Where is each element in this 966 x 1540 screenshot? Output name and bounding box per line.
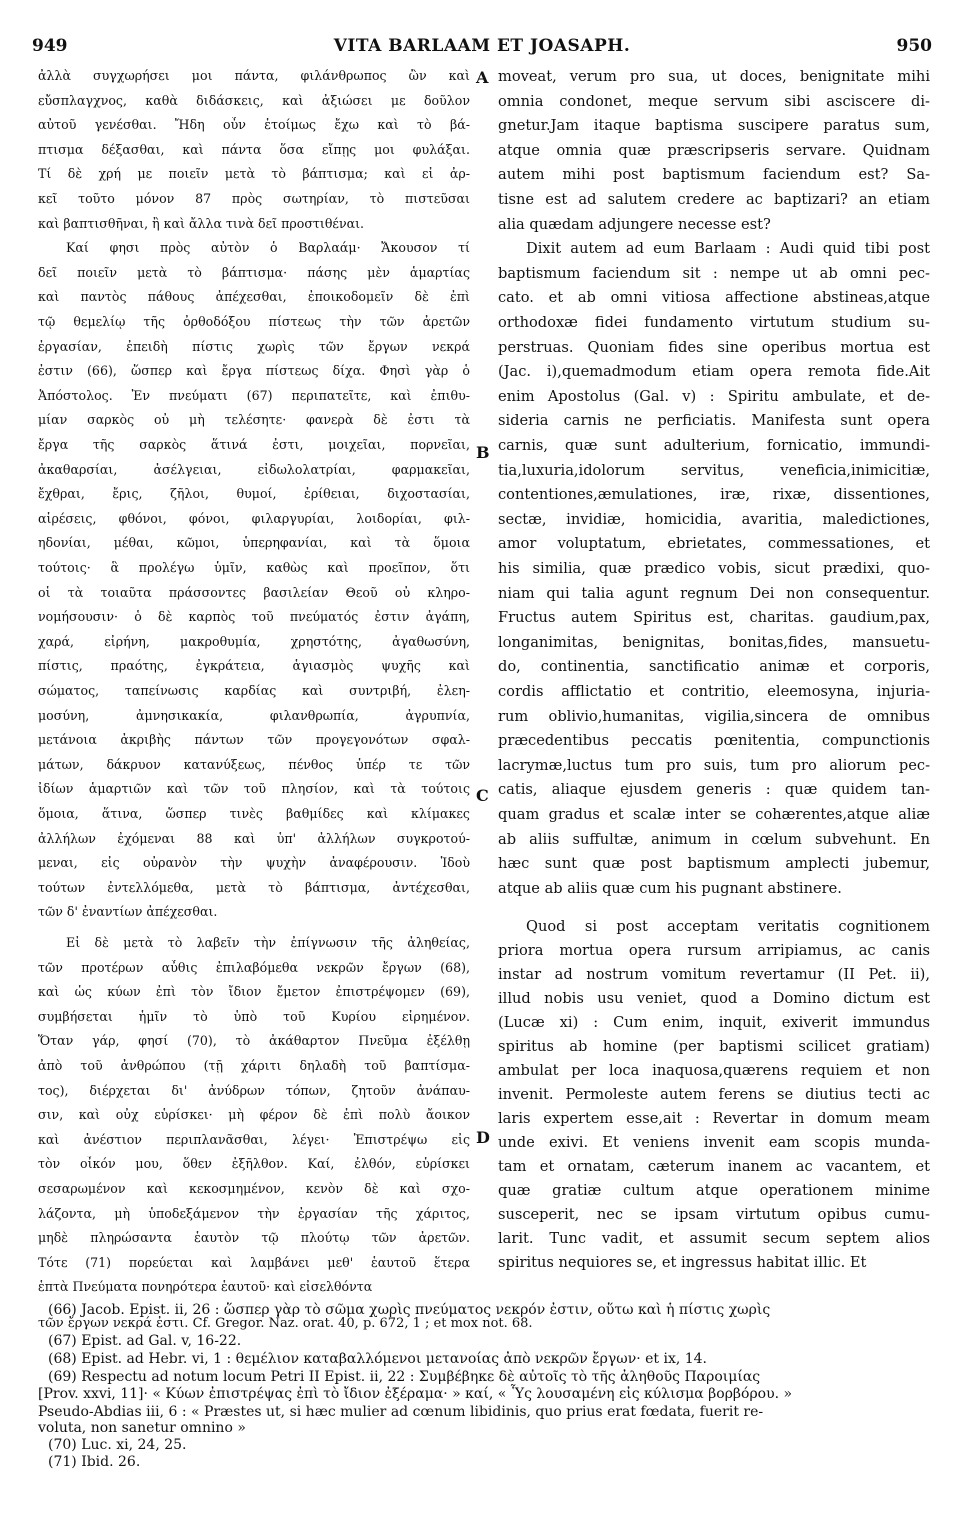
- latin-line: instar ad nostrum vomitum revertamur (II Pet. ii),: [498, 966, 930, 983]
- latin-line: his similia, quæ prædico vobis, sicut prædixi, quo-: [498, 560, 930, 577]
- greek-line: Εἰ δὲ μετὰ τὸ λαβεῖν τὴν ἐπίγνωσιν τῆς ἀληθείας,: [66, 935, 470, 950]
- greek-line: πτισμα δέξασθαι, καὶ πάντα ὅσα εἴπῃς μοι φυλάξαι.: [38, 142, 470, 157]
- greek-line: κεῖ τοῦτο μόνον 87 πρὸς σωτηρίαν, τὸ πιστεῦσαι: [38, 191, 470, 206]
- latin-line: contentiones,æmulationes, iræ, rixæ, dissentiones,: [498, 486, 930, 503]
- latin-line: do, continentia, sanctificatio animæ et corporis,: [498, 658, 930, 675]
- latin-line: susceperit, nec se ipsam virtutum opibus cumu-: [498, 1206, 930, 1223]
- greek-line: ἔχθραι, ἔρις, ζῆλοι, θυμοί, ἐρίθειαι, διχοστασίαι,: [38, 486, 470, 501]
- latin-line: hæc sunt quæ post baptismum amplecti jubemur,: [498, 855, 930, 872]
- latin-line: cordis afflictatio et contritio, eleemosyna, injuria-: [498, 683, 930, 700]
- greek-line: ἀλλήλων ἐχόμεναι 88 καὶ ὑπ' ἀλλήλων συγκροτού-: [38, 831, 470, 846]
- greek-line: ὅμοια, ἅτινα, ὥσπερ τινὲς βαθμίδες καὶ κλίμακες: [38, 806, 470, 821]
- footnote-line: (71) Ibid. 26.: [48, 1454, 141, 1470]
- greek-line: οἱ τὰ τοιαῦτα πράσσοντες βασιλείαν Θεοῦ οὐ κληρο-: [38, 585, 470, 600]
- greek-line: πίστις, πραότης, ἐγκράτεια, ἁγιασμὸς ψυχῆς καὶ: [38, 658, 470, 673]
- latin-line: tisne est ad salutem credere ac baptizari? an etiam: [498, 191, 930, 208]
- latin-line: spiritus nequiores se, et ingressus habitat illic. Et: [498, 1254, 867, 1271]
- latin-line: autem mihi post baptismum faciendum est? Sa-: [498, 166, 930, 183]
- greek-line: τούτων ἐντελλόμεθα, μετὰ τὸ βάπτισμα, ἀντέχεσθαι,: [38, 880, 470, 895]
- latin-line: (Lucæ xi) : Cum enim, inquit, exiverit immundus: [498, 1014, 930, 1031]
- latin-line: ab aliis suffultæ, animum in cœlum subvehunt. En: [498, 831, 930, 848]
- latin-line: ambulat per loca inaquosa,quærens requiem et non: [498, 1062, 930, 1079]
- greek-line: μοσύνη, ἀμνησικακία, φιλανθρωπία, ἀγρυπνία,: [38, 708, 470, 723]
- latin-line: lacrymæ,luctus tum pro suis, tum pro aliorum pec-: [498, 757, 930, 774]
- footnote-line: (69) Respectu ad notum locum Petri II Epist. ii, 22 : Συμβέβηκε δὲ αὐτοῖς τὸ τῆς ἀληθοῦς Παροιμίας: [48, 1369, 761, 1385]
- latin-line: alia quædam adjungere necesse est?: [498, 216, 771, 233]
- latin-line: priora mortua opera rursum arripiamus, ac canis: [498, 942, 930, 959]
- greek-line: τῷ θεμελίῳ τῆς ὀρθοδόξου πίστεως τὴν τῶν ἀρετῶν: [38, 314, 470, 329]
- greek-line: μίαν σαρκὸς οὐ μὴ τελέσητε· φανερὰ δὲ ἐστι τὰ: [38, 412, 470, 427]
- footnote-line: (68) Epist. ad Hebr. vi, 1 : θεμέλιον καταβαλλόμενοι μετανοίας ἀπὸ νεκρῶν ἔργων· et ix, 14.: [48, 1351, 707, 1367]
- latin-line: enim Apostolus (Gal. v) : Spiritu ambulate, et de-: [498, 388, 930, 405]
- latin-line: laris expertem esse,ait : Revertar in domum meam: [498, 1110, 930, 1127]
- latin-line: sideria carnis ne perficiatis. Manifesta sunt opera: [498, 412, 930, 429]
- latin-line: tia,luxuria,idolorum servitus, veneficia,inimicitiæ,: [498, 462, 930, 479]
- footnote-line: voluta, non sanetur omnino »: [38, 1420, 246, 1436]
- greek-line: μεναι, εἰς οὐρανὸν τὴν ψυχὴν ἀναφέρουσιν. Ἰδοὺ: [38, 855, 470, 870]
- footnote-line: (70) Luc. xi, 24, 25.: [48, 1437, 187, 1453]
- greek-line: Καί φησι πρὸς αὐτὸν ὁ Βαρλαάμ· Ἄκουσον τί: [66, 240, 470, 255]
- footnote-line: τῶν ἔργων νεκρά ἐστι. Cf. Gregor. Naz. orat. 40, p. 672, 1 ; et mox not. 68.: [38, 1316, 533, 1331]
- greek-line: καὶ παντὸς πάθους ἀπέχεσθαι, ἐποικοδομεῖν δὲ ἐπὶ: [38, 289, 470, 304]
- latin-line: tam et ornatam, cæterum inanem ac vacantem, et: [498, 1158, 930, 1175]
- latin-line: Dixit autem ad eum Barlaam : Audi quid tibi post: [526, 240, 930, 257]
- footnote-line: Pseudo-Abdias iii, 6 : « Præstes ut, si hæc mulier ad cœnum libidinis, quo prius erat fœdata, fuerit re-: [38, 1404, 764, 1420]
- footnote-line: [Prov. xxvi, 11]· « Κύων ἐπιστρέψας ἐπὶ τὸ ἴδιον ἐξέραμα· » καί, « Ὗς λουσαμένη εἰς κύλισμα βορβόρου. »: [38, 1386, 793, 1402]
- margin-marker-b: B: [476, 443, 490, 462]
- greek-line: συμβήσεται ἡμῖν τὸ ὑπὸ τοῦ Κυρίου εἰρημένον.: [38, 1009, 470, 1024]
- greek-line: Ἀπόστολος. Ἐν πνεύματι (67) περιπατεῖτε, καὶ ἐπιθυ-: [38, 388, 470, 403]
- greek-line: αἱρέσεις, φθόνοι, φόνοι, φιλαργυρίαι, λοιδορίαι, φιλ-: [38, 511, 470, 526]
- greek-line: σιν, καὶ οὐχ εὑρίσκει· μὴ φέρον δὲ ἐπὶ πολὺ ἄοικον: [38, 1107, 470, 1122]
- greek-line: μηδὲ πληρώσαντα ἑαυτὸν τῷ πλούτῳ τῶν ἀρετῶν.: [38, 1230, 470, 1245]
- greek-line: καὶ βαπτισθῆναι, ἢ καὶ ἄλλα τινὰ δεῖ προστιθέναι.: [38, 216, 365, 231]
- latin-line: carnis, quæ sunt adulterium, fornicatio, immundi-: [498, 437, 930, 454]
- latin-line: omnia condonet, meque servum sibi asciscere di-: [498, 93, 930, 110]
- latin-line: catis, aliaque ejusdem generis : quæ quidem tan-: [498, 781, 930, 798]
- latin-line: gnetur.Jam itaque baptisma suscipere paratus sum,: [498, 117, 930, 134]
- page-header: [32, 36, 932, 60]
- greek-line: λάζοντα, μὴ ὑποδεξάμενον τὴν ἐργασίαν τῆς χάριτος,: [38, 1206, 470, 1221]
- greek-line: ἰδίων ἁμαρτιῶν καὶ τῶν τοῦ πλησίον, καὶ τὰ τούτοις: [38, 781, 470, 796]
- latin-line: sectæ, invidiæ, homicidia, avaritia, maledictiones,: [498, 511, 930, 528]
- latin-line: Fructus autem Spiritus est, charitas. gaudium,pax,: [498, 609, 930, 626]
- greek-line: καὶ ἀνέστιον περιπλανᾶσθαι, λέγει· Ἐπιστρέψω εἰς: [38, 1132, 470, 1147]
- footnote-line: (66) Jacob. Epist. ii, 26 : ὥσπερ γὰρ τὸ σῶμα χωρὶς πνεύματος νεκρόν ἐστιν, οὕτω καὶ ἡ πίστις χωρὶς: [48, 1302, 771, 1318]
- page-number-left: 949: [32, 36, 68, 56]
- latin-line: atque ab aliis quæ cum his pugnant abstinere.: [498, 880, 842, 897]
- margin-marker-d: D: [476, 1128, 490, 1147]
- latin-line: rum oblivio,humanitas, vigilia,sincera de omnibus: [498, 708, 930, 725]
- greek-line: σεσαρωμένον καὶ κεκοσμημένον, κενὸν δὲ καὶ σχο-: [38, 1181, 470, 1196]
- page-number-right: 950: [896, 36, 932, 56]
- latin-line: perstruas. Quoniam fides sine operibus mortua est: [498, 339, 930, 356]
- margin-marker-c: C: [476, 786, 489, 805]
- greek-line: ἀπὸ τοῦ ἀνθρώπου (τῇ χάριτι δηλαδὴ τοῦ βαπτίσμα-: [38, 1058, 470, 1073]
- greek-line: τὸν οἶκόν μου, ὅθεν ἐξῆλθον. Καί, ἐλθόν, εὑρίσκει: [38, 1156, 470, 1171]
- latin-line: atque omnia quæ præscripseris servare. Quidnam: [498, 142, 930, 159]
- greek-line: αὐτοῦ γενέσθαι. Ἤδη οὖν ἑτοίμως ἔχω καὶ τὸ βά-: [38, 117, 470, 132]
- running-title: VITA BARLAAM ET JOASAPH.: [333, 36, 631, 56]
- greek-line: τος), διέρχεται δι' ἀνύδρων τόπων, ζητοῦν ἀνάπαυ-: [38, 1083, 470, 1098]
- greek-line: μετάνοια ἀκριβὴς πάντων τῶν προγεγονότων σφαλ-: [38, 732, 470, 747]
- latin-line: illud nobis usu veniet, quod a Domino dictum est: [498, 990, 930, 1007]
- greek-line: τῶν προτέρων αὖθις ἐπιλαβόμεθα νεκρῶν ἔργων (68),: [38, 960, 470, 975]
- margin-marker-a: A: [476, 68, 489, 87]
- greek-line: τῶν δ' ἐναντίων ἀπέχεσθαι.: [38, 904, 218, 919]
- latin-line: (Jac. i),quemadmodum etiam opera remota fide.Ait: [498, 363, 930, 380]
- latin-line: invenit. Permoleste autem ferens se diutius tecti ac: [498, 1086, 930, 1103]
- greek-line: ἑπτὰ Πνεύματα πονηρότερα ἑαυτοῦ· καὶ εἰσελθόντα: [38, 1279, 373, 1294]
- latin-line: unde exivi. Et veniens invenit eam scopis munda-: [498, 1134, 930, 1151]
- latin-line: amor voluptatum, ebrietates, commessationes, et: [498, 535, 930, 552]
- latin-line: orthodoxæ fidei fundamento virtutum studium su-: [498, 314, 930, 331]
- latin-line: quam gradus et scalæ inter se cohærentes,atque aliæ: [498, 806, 930, 823]
- greek-line: ἀλλὰ συγχωρήσει μοι πάντα, φιλάνθρωπος ὢν καὶ: [38, 68, 470, 83]
- greek-line: ηδονίαι, μέθαι, κῶμοι, ὑπερηφανίαι, καὶ τὰ ὅμοια: [38, 535, 470, 550]
- greek-line: ἐργασίαν, ἐπειδὴ πίστις χωρὶς τῶν ἔργων νεκρά: [38, 339, 470, 354]
- greek-line: μάτων, δάκρυον κατανύξεως, πένθος ὑπέρ τε τῶν: [38, 757, 470, 772]
- greek-line: νομήσουσιν· ὁ δὲ καρπὸς τοῦ πνεύματός ἐστιν ἀγάπη,: [38, 609, 470, 624]
- greek-line: ἐστιν (66), ὥσπερ καὶ ἔργα πίστεως δίχα. Φησὶ γὰρ ὁ: [38, 363, 470, 378]
- greek-line: Τί δὲ χρή με ποιεῖν μετὰ τὸ βάπτισμα; καὶ εἰ ἀρ-: [38, 166, 470, 181]
- latin-line: longanimitas, benignitas, bonitas,fides, mansuetu-: [498, 634, 930, 651]
- latin-line: præcedentibus peccatis pœnitentia, compunctionis: [498, 732, 930, 749]
- greek-line: χαρά, εἰρήνη, μακροθυμία, χρηστότης, ἀγαθωσύνη,: [38, 634, 470, 649]
- greek-line: τούτοις· ἃ προλέγω ὑμῖν, καθὼς καὶ προεῖπον, ὅτι: [38, 560, 470, 575]
- greek-line: δεῖ ποιεῖν μετὰ τὸ βάπτισμα· πάσης μὲν ἁμαρτίας: [38, 265, 470, 280]
- footnote-line: (67) Epist. ad Gal. v, 16-22.: [48, 1333, 242, 1349]
- greek-line: σώματος, ταπείνωσις καρδίας καὶ συντριβή, ἐλεη-: [38, 683, 470, 698]
- latin-line: cato. et ab omni vitiosa affectione abstineas,atque: [498, 289, 930, 306]
- latin-line: larit. Tunc vadit, et assumit secum septem alios: [498, 1230, 930, 1247]
- latin-line: niam qui talia agunt regnum Dei non consequentur.: [498, 585, 930, 602]
- greek-line: Ὅταν γάρ, φησί (70), τὸ ἀκάθαρτον Πνεῦμα ἐξέλθῃ: [38, 1033, 470, 1048]
- latin-line: Quod si post acceptam veritatis cognitionem: [526, 918, 930, 935]
- latin-line: baptismum faciendum sit : nempe ut ab omni pec-: [498, 265, 930, 282]
- latin-line: quæ gratiæ cultum atque operationem minime: [498, 1182, 930, 1199]
- greek-line: ἀκαθαρσίαι, ἀσέλγειαι, εἰδωλολατρίαι, φαρμακεῖαι,: [38, 462, 470, 477]
- greek-line: εὔσπλαγχνος, καθὰ διδάσκεις, καὶ ἀξιώσει με δοῦλον: [38, 93, 470, 108]
- greek-line: Τότε (71) πορεύεται καὶ λαμβάνει μεθ' ἑαυτοῦ ἕτερα: [38, 1255, 470, 1270]
- latin-line: spiritus ab homine (per baptismi scilicet gratiam): [498, 1038, 930, 1055]
- greek-line: καὶ ὡς κύων ἐπὶ τὸν ἴδιον ἔμετον ἐπιστρέψομεν (69),: [38, 984, 470, 999]
- latin-line: moveat, verum pro sua, ut doces, benignitate mihi: [498, 68, 930, 85]
- greek-line: ἔργα τῆς σαρκὸς ἅτινά ἐστι, μοιχεῖαι, πορνεῖαι,: [38, 437, 470, 452]
